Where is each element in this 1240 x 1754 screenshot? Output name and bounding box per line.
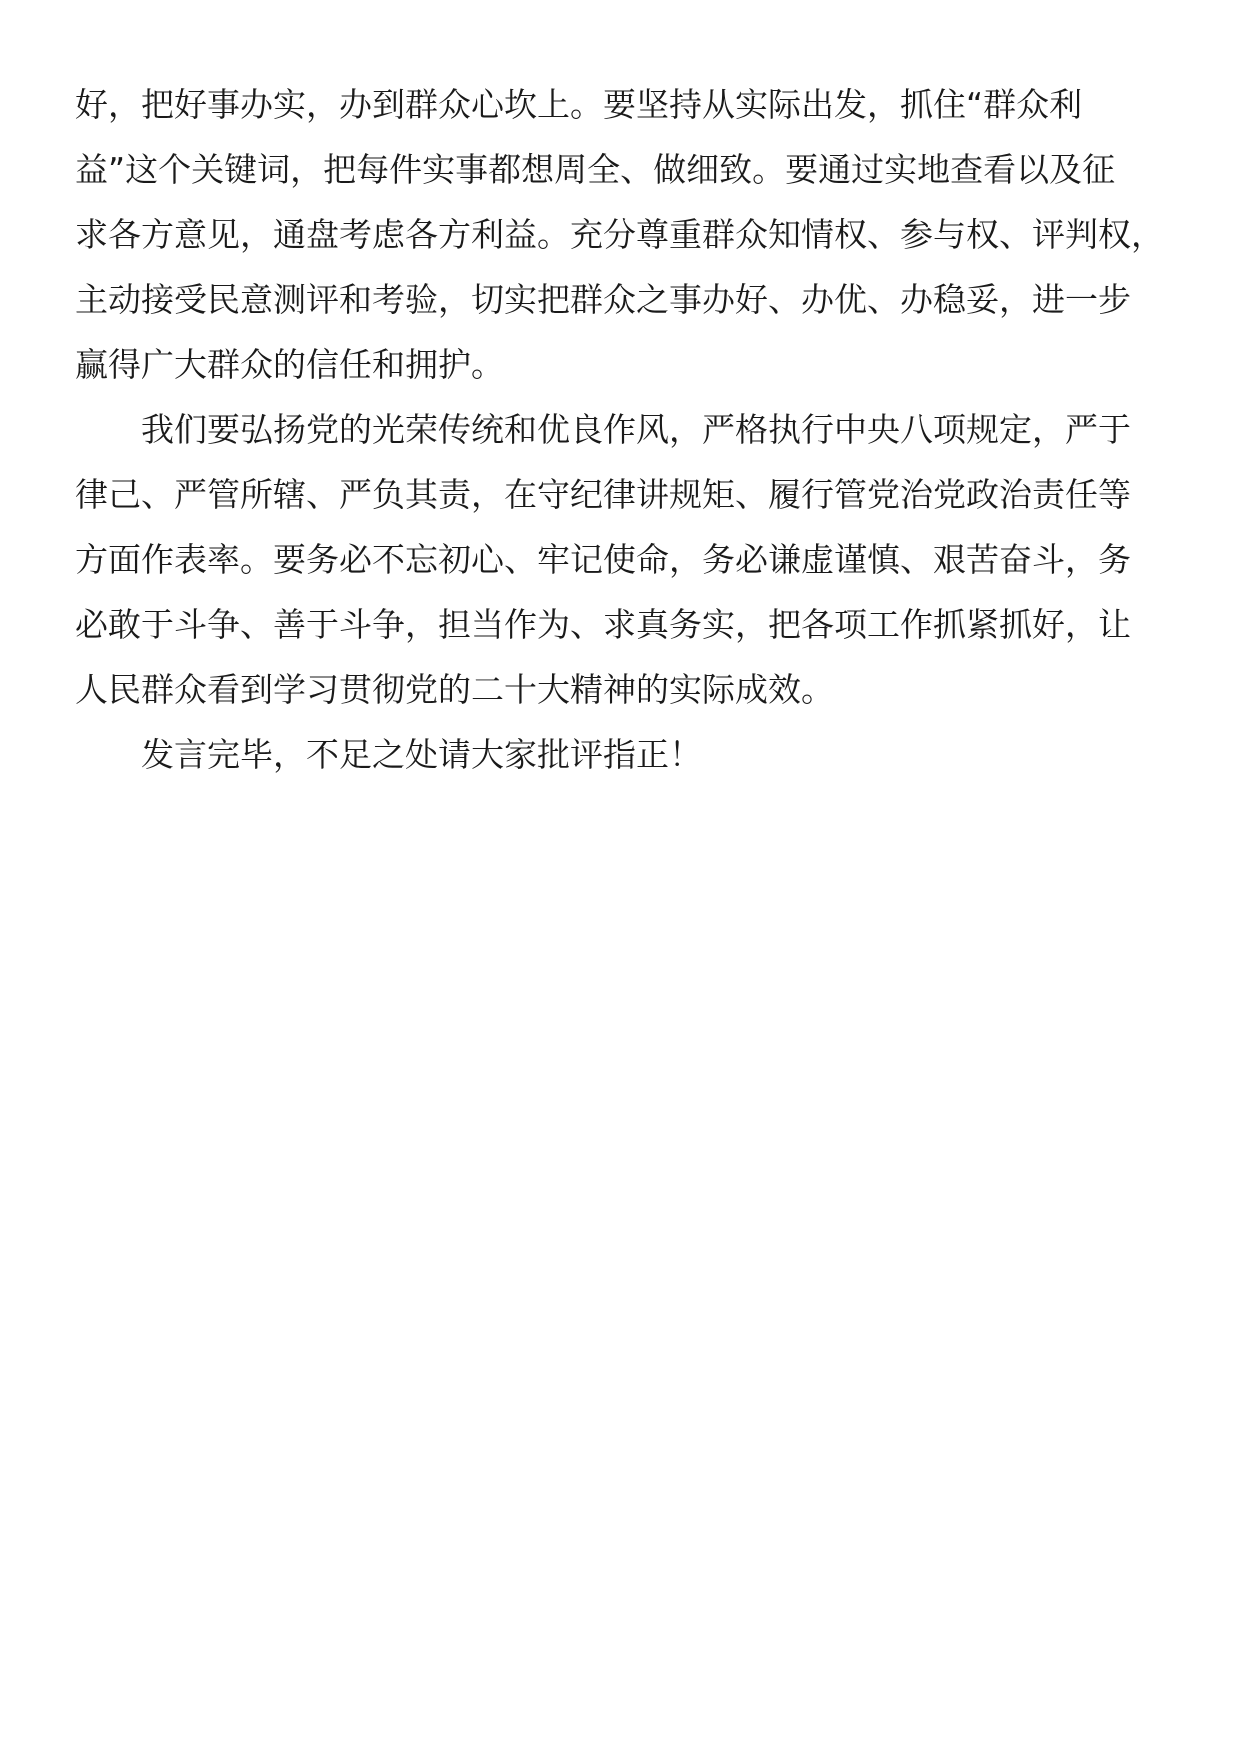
text-line: 我们要弘扬党的光荣传统和优良作风，严格执行中央八项规定，严于 — [141, 410, 1131, 449]
closing-line: 发言完毕，不足之处请大家批评指正！ — [141, 735, 702, 774]
text-line: 人民群众看到学习贯彻党的二十大精神的实际成效。 — [75, 670, 834, 709]
text-line: 好，把好事办实，办到群众心坎上。要坚持从实际出发，抓住“群众利 — [75, 85, 1083, 124]
text-line: 必敢于斗争、善于斗争，担当作为、求真务实，把各项工作抓紧抓好，让 — [75, 605, 1131, 644]
paragraph-1 — [75, 72, 1175, 397]
text-line: 主动接受民意测评和考验，切实把群众之事办好、办优、办稳妥，进一步 — [75, 280, 1131, 319]
paragraph-3 — [75, 722, 1175, 787]
text-line: 求各方意见，通盘考虑各方利益。充分尊重群众知情权、参与权、评判权， — [75, 215, 1164, 254]
text-line: 方面作表率。要务必不忘初心、牢记使命，务必谦虚谨慎、艰苦奋斗，务 — [75, 540, 1131, 579]
text-line: 益”这个关键词，把每件实事都想周全、做细致。要通过实地查看以及征 — [75, 150, 1116, 189]
paragraph-2 — [75, 397, 1175, 722]
text-line: 赢得广大群众的信任和拥护。 — [75, 345, 504, 384]
text-line: 律己、严管所辖、严负其责，在守纪律讲规矩、履行管党治党政治责任等 — [75, 475, 1131, 514]
